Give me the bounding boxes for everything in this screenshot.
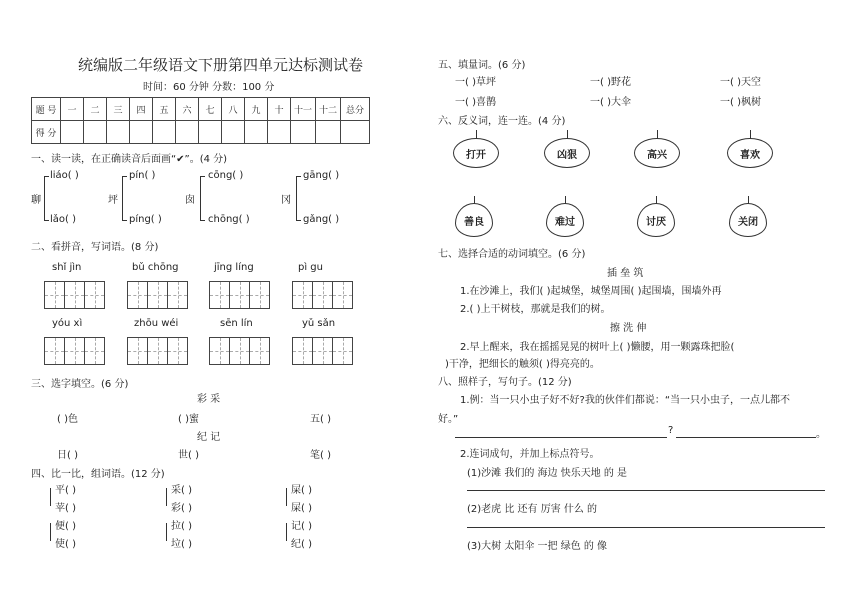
- s1-char: 囱: [185, 195, 195, 206]
- score-header-cell: 九: [245, 98, 268, 121]
- score-cell[interactable]: [61, 121, 84, 144]
- section2-heading: 二、看拼音，写词语。(8 分): [31, 242, 159, 253]
- answer-line[interactable]: [467, 527, 825, 528]
- score-header-cell: 六: [176, 98, 199, 121]
- pinyin-label: jīng líng: [214, 262, 254, 273]
- score-header-cell: 八: [222, 98, 245, 121]
- writing-grid[interactable]: [209, 281, 270, 309]
- pinyin-label: shǐ jìn: [52, 262, 82, 273]
- score-cell[interactable]: [176, 121, 199, 144]
- pinyin-label: pì gu: [298, 262, 323, 273]
- exam-info: 时间：60 分钟 分数：100 分: [143, 82, 275, 93]
- s1-option[interactable]: píng( ): [129, 214, 162, 225]
- section7-heading: 七、选择合适的动词填空。(6 分): [438, 249, 586, 260]
- section6-heading: 六、反义词，连一连。(4 分): [438, 116, 566, 127]
- writing-grid[interactable]: [292, 337, 353, 365]
- score-header-row: [32, 98, 370, 121]
- score-cell[interactable]: [107, 121, 130, 144]
- antonym-bottom[interactable]: 讨厌: [637, 203, 675, 237]
- score-cell[interactable]: [316, 121, 341, 144]
- word-order-item: (1)沙滩 我们的 海边 快乐天地 的 是: [467, 468, 628, 479]
- score-header-cell: 七: [199, 98, 222, 121]
- score-cell[interactable]: [130, 121, 153, 144]
- compare-word[interactable]: 屎( ): [291, 503, 312, 514]
- score-row-label: 得 分: [32, 121, 61, 144]
- writing-grid[interactable]: [44, 337, 105, 365]
- measure-blank[interactable]: 一( )枫树: [720, 97, 761, 108]
- measure-blank[interactable]: 一( )天空: [720, 77, 761, 88]
- compare-word[interactable]: 垃( ): [171, 539, 192, 550]
- score-value-row: [32, 121, 370, 144]
- fill-blank[interactable]: 笔( ): [310, 450, 331, 461]
- verb-choices: 插 垒 筑: [607, 268, 644, 279]
- antonym-top[interactable]: 高兴: [634, 138, 680, 168]
- compare-word[interactable]: 采( ): [171, 485, 192, 496]
- compare-word[interactable]: 平( ): [55, 485, 76, 496]
- compare-word[interactable]: 记( ): [291, 521, 312, 532]
- word-order-item: (2)老虎 比 还有 厉害 什么 的: [467, 504, 598, 515]
- score-cell[interactable]: [245, 121, 268, 144]
- compare-word[interactable]: 纪( ): [291, 539, 312, 550]
- period-mark: 。: [816, 429, 826, 440]
- antonym-bottom[interactable]: 难过: [546, 203, 584, 237]
- pinyin-label: yǔ sǎn: [302, 318, 336, 329]
- answer-line[interactable]: [467, 490, 825, 491]
- word-order-item: (3)大树 太阳伞 一把 绿色 的 像: [467, 541, 608, 552]
- score-header-cell: 五: [153, 98, 176, 121]
- fill-blank[interactable]: 世( ): [178, 450, 199, 461]
- answer-line[interactable]: [676, 437, 816, 438]
- s1-option[interactable]: chōng( ): [208, 214, 250, 225]
- score-header-cell: 十: [268, 98, 291, 121]
- verb-choices: 擦 洗 伸: [610, 323, 647, 334]
- s1-option[interactable]: pín( ): [129, 170, 156, 181]
- antonym-top[interactable]: 喜欢: [727, 138, 773, 168]
- verb-sentence[interactable]: )干净，把细长的触须( )得亮亮的。: [445, 359, 600, 370]
- subtask-heading: 2.连词成句，并加上标点符号。: [460, 449, 600, 460]
- score-table: [31, 97, 370, 144]
- score-header-cell: 三: [107, 98, 130, 121]
- compare-word[interactable]: 彩( ): [171, 503, 192, 514]
- score-cell[interactable]: [199, 121, 222, 144]
- s1-option[interactable]: gāng( ): [303, 170, 340, 181]
- answer-line[interactable]: [455, 437, 667, 438]
- score-cell[interactable]: [153, 121, 176, 144]
- s1-char: 聊: [31, 195, 41, 206]
- example-sentence: 1.例：当一只小虫子好不好?我的伙伴们都说：“当一只小虫子，一点儿都不: [460, 395, 791, 406]
- score-header-cell: 一: [61, 98, 84, 121]
- compare-word[interactable]: 拉( ): [171, 521, 192, 532]
- measure-blank[interactable]: 一( )草坪: [455, 77, 496, 88]
- score-cell[interactable]: [222, 121, 245, 144]
- score-header-cell: 总分: [341, 98, 370, 121]
- section1-heading: 一、读一读，在正确读音后面画“✔”。(4 分): [31, 154, 228, 165]
- example-sentence-cont: 好。”: [438, 414, 459, 425]
- antonym-top[interactable]: 凶狠: [544, 138, 590, 168]
- pinyin-label: bǔ chōng: [132, 262, 179, 273]
- section5-heading: 五、填量词。(6 分): [438, 60, 526, 71]
- char-choices: 彩 采: [197, 394, 221, 405]
- page-title: 统编版二年级语文下册第四单元达标测试卷: [78, 56, 364, 74]
- antonym-bottom[interactable]: 善良: [455, 203, 493, 237]
- question-mark: ?: [668, 425, 674, 436]
- score-cell[interactable]: [84, 121, 107, 144]
- s1-option[interactable]: gǎng( ): [303, 214, 340, 225]
- s1-option[interactable]: liáo( ): [50, 170, 79, 181]
- verb-sentence[interactable]: 2.早上醒来，我在摇摇晃晃的树叶上( )懒腰，用一颗露珠把脸(: [460, 342, 735, 353]
- s1-char: 冈: [281, 195, 291, 206]
- fill-blank[interactable]: 五( ): [310, 414, 331, 425]
- antonym-top[interactable]: 打开: [453, 138, 499, 168]
- score-cell[interactable]: [268, 121, 291, 144]
- measure-blank[interactable]: 一( )大伞: [590, 97, 631, 108]
- score-header-cell: 十二: [316, 98, 341, 121]
- compare-word[interactable]: 苹( ): [55, 503, 76, 514]
- antonym-bottom[interactable]: 关闭: [729, 203, 767, 237]
- verb-sentence[interactable]: 2.( )上干树枝，那就是我们的树。: [460, 304, 611, 315]
- writing-grid[interactable]: [209, 337, 270, 365]
- writing-grid[interactable]: [127, 281, 188, 309]
- compare-word[interactable]: 屎( ): [291, 485, 312, 496]
- measure-blank[interactable]: 一( )野花: [590, 77, 631, 88]
- score-header-cell: 四: [130, 98, 153, 121]
- score-header-cell: 十一: [291, 98, 316, 121]
- writing-grid[interactable]: [127, 337, 188, 365]
- writing-grid[interactable]: [44, 281, 105, 309]
- pinyin-label: sēn lín: [220, 318, 253, 329]
- char-choices: 纪 记: [197, 432, 221, 443]
- section4-heading: 四、比一比，组词语。(12 分): [31, 469, 165, 480]
- score-cell[interactable]: [341, 121, 370, 144]
- pinyin-label: zhōu wéi: [134, 318, 179, 329]
- measure-blank[interactable]: 一( )喜鹊: [455, 97, 496, 108]
- fill-blank[interactable]: 日( ): [57, 450, 78, 461]
- score-cell[interactable]: [291, 121, 316, 144]
- section3-heading: 三、选字填空。(6 分): [31, 379, 129, 390]
- s1-char: 坪: [108, 195, 118, 206]
- fill-blank[interactable]: ( )蜜: [178, 414, 199, 425]
- s1-option[interactable]: cōng( ): [208, 170, 244, 181]
- pinyin-label: yóu xì: [52, 318, 83, 329]
- compare-word[interactable]: 使( ): [55, 539, 76, 550]
- score-header-cell: 二: [84, 98, 107, 121]
- s1-option[interactable]: lǎo( ): [50, 214, 77, 225]
- score-header-cell: 题 号: [32, 98, 61, 121]
- writing-grid[interactable]: [292, 281, 353, 309]
- section8-heading: 八、照样子，写句子。(12 分): [438, 377, 572, 388]
- fill-blank[interactable]: ( )色: [57, 414, 78, 425]
- compare-word[interactable]: 便( ): [55, 521, 76, 532]
- verb-sentence[interactable]: 1.在沙滩上，我们( )起城堡，城堡周围( )起围墙，围墙外再: [460, 286, 722, 297]
